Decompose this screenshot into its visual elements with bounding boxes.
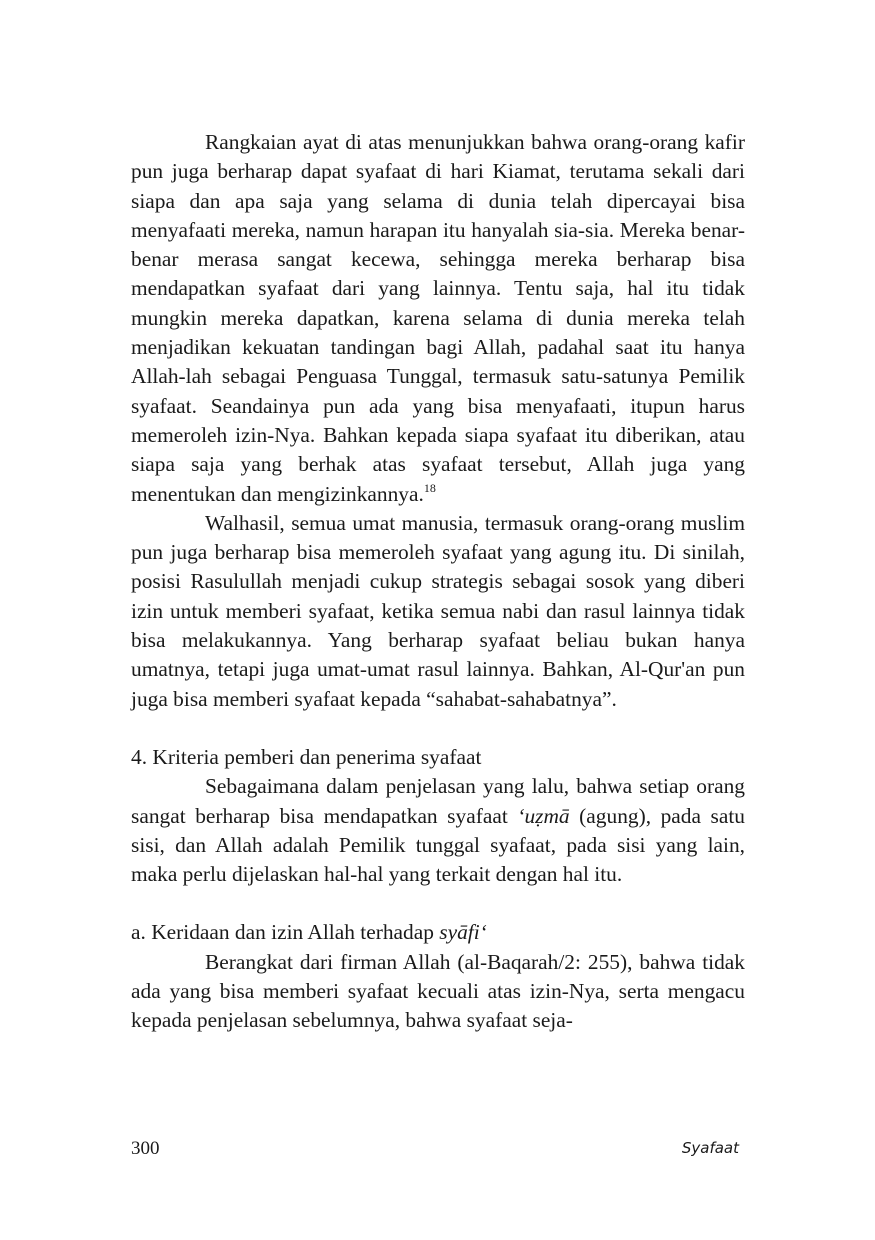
- paragraph-3-text-after: (agung), pada satu sisi, dan Allah adalah Pemilik tunggal syafaat, pada sisi yang lain, maka perlu dijelaskan hal-hal yang terkait dengan hal itu.: [131, 803, 746, 887]
- paragraph-1-text: Rangkaian ayat di atas menunjukkan bahwa orang-orang kafir pun juga berharap dapat syafaat di hari Kiamat, terutama sekali dari siapa dan apa saja yang selama di dunia telah dipercayai bisa menyafaati mereka, namun harapan itu hanyalah sia-sia. Mereka benar-benar merasa sangat kecewa, sehingga mereka berharap bisa mendapatkan syafaat dari yang lainnya. Tentu saja, hal itu tidak mungkin mereka dapatkan, karena selama di dunia mereka telah menjadikan kekuatan tandingan bagi Allah, padahal saat itu hanya Allah-lah sebagai Penguasa Tunggal, termasuk satu-satunya Pemilik syafaat. Seandainya pun ada yang bisa menyafaati, itupun harus memeroleh izin-Nya. Bahkan kepada siapa syafaat itu diberikan, atau siapa saja yang berhak atas syafaat tersebut, Allah juga yang menentukan dan mengizinkannya.: [131, 130, 745, 506]
- paragraph-2: Walhasil, semua umat manusia, termasuk orang-orang muslim pun juga berharap bisa memeroleh syafaat yang agung itu. Di sinilah, posisi Rasulullah menjadi cukup strategis sebagai sosok yang diberi izin untuk memberi syafaat, ketika semua nabi dan rasul lainnya tidak bisa melakukannya. Yang berharap syafaat beliau bukan hanya umatnya, tetapi juga umat-umat rasul lainnya. Bahkan, Al-Qur'an pun juga bisa memberi syafaat kepada “sahabat-sahabatnya”.: [131, 510, 745, 711]
- subsection-heading-a-text: a. Keridaan dan izin Allah terhadap: [131, 920, 440, 945]
- footnote-marker[interactable]: 18: [423, 480, 436, 495]
- paragraph-1: [131, 128, 745, 509]
- paragraph-3-text-before: Sebagaimana dalam penjelasan yang lalu, bahwa setiap orang sangat berharap bisa mendapatkan syafaat: [131, 774, 745, 828]
- section-heading-4: 4. Kriteria pemberi dan penerima syafaat: [131, 744, 482, 769]
- spacer: [131, 889, 745, 918]
- running-title: Syafaat: [681, 1139, 739, 1157]
- page-number: 300: [131, 1138, 160, 1159]
- paragraph-4: Berangkat dari firman Allah (al-Baqarah/2: 255), bahwa tidak ada yang bisa memberi syafaat kecuali atas izin-Nya, serta mengacu kepada penjelasan sebelumnya, bahwa syafaat seja-: [131, 949, 745, 1033]
- term-uzma: ‘uẓmā: [517, 803, 570, 828]
- page-footer: [131, 1138, 745, 1166]
- subsection-heading-a: [131, 918, 745, 947]
- paragraph-3: [131, 772, 745, 889]
- term-syafi: syāfi‘: [439, 920, 487, 945]
- page-body: [131, 128, 745, 1036]
- spacer: [131, 714, 745, 743]
